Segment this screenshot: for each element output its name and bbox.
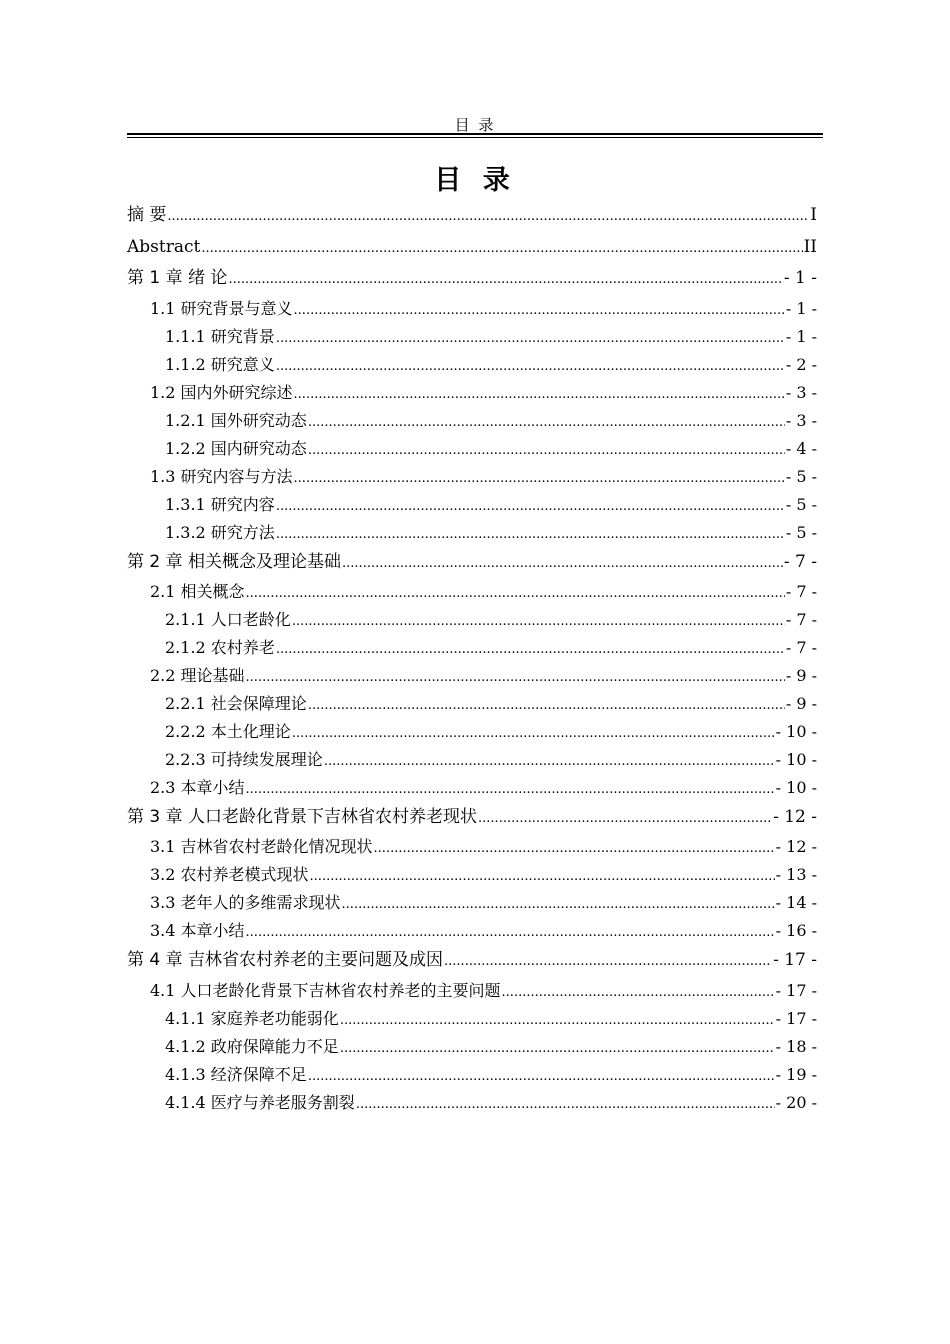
toc-dot-leader [308,444,785,457]
toc-entry[interactable] [127,696,817,712]
toc-entry[interactable] [127,839,817,855]
toc-entry-page: I [810,205,817,225]
toc-entry-label: 1.1.1 研究背景 [165,327,275,346]
toc-entry-page: - 16 - [775,921,817,940]
toc-entry[interactable] [127,357,817,373]
toc-entry[interactable] [127,329,817,345]
toc-entry-page: - 1 - [783,268,817,288]
toc-entry-page: - 7 - [785,582,817,601]
toc-dot-leader [356,1098,775,1111]
toc-entry-page: - 10 - [775,750,817,769]
toc-entry-page: - 1 - [785,299,817,318]
toc-dot-leader [310,870,775,883]
toc-entry[interactable] [127,867,817,883]
toc-dot-leader [342,898,775,911]
toc-dot-leader [276,332,785,345]
toc-dot-leader [167,210,809,223]
toc-entry-page: - 1 - [785,327,817,346]
toc-entry-label: 2.1 相关概念 [150,582,245,601]
toc-entry[interactable] [127,983,817,999]
toc-dot-leader [276,500,785,513]
toc-entry-label: 2.2.2 本土化理论 [165,722,291,741]
toc-entry-page: - 19 - [775,1065,817,1084]
toc-dot-leader [308,699,785,712]
toc-entry-label: Abstract [127,237,201,257]
toc-entry-label: 2.1.2 农村养老 [165,638,275,657]
toc-dot-leader [201,242,802,255]
toc-dot-leader [276,528,785,541]
toc-dot-leader [294,388,785,401]
toc-entry-page: - 17 - [775,981,817,1000]
toc-entry-label: 1.2 国内外研究综述 [150,383,293,402]
toc-entry-label: 摘 要 [127,205,167,225]
toc-entry-page: - 17 - [773,950,817,970]
toc-dot-leader [294,472,785,485]
toc-entry-page: - 7 - [783,552,817,572]
toc-dot-leader [502,986,775,999]
toc-entry[interactable] [127,584,817,600]
toc-entry-page: - 10 - [775,722,817,741]
toc-entry-page: - 14 - [775,893,817,912]
toc-entry[interactable] [127,1011,817,1027]
toc-entry-label: 4.1.3 经济保障不足 [165,1065,307,1084]
toc-entry-page: - 9 - [785,666,817,685]
toc-entry[interactable] [127,270,817,287]
toc-entry-label: 第 4 章 吉林省农村养老的主要问题及成因 [127,950,444,970]
toc-entry-label: 2.1.1 人口老龄化 [165,610,291,629]
toc-dot-leader [246,671,785,684]
toc-entry-label: 4.1.4 医疗与养老服务割裂 [165,1093,355,1112]
toc-dot-leader [228,273,782,286]
toc-entry-page: - 2 - [785,355,817,374]
running-header: 目 录 [454,116,496,134]
toc-entry[interactable] [127,724,817,740]
toc-entry[interactable] [127,525,817,541]
toc-dot-leader [246,587,785,600]
toc-entry-page: - 3 - [785,411,817,430]
toc-entry-label: 第 1 章 绪 论 [127,268,228,288]
toc-entry[interactable] [127,780,817,796]
toc-entry-label: 2.2.3 可持续发展理论 [165,750,323,769]
toc-entry-label: 1.3.1 研究内容 [165,495,275,514]
toc-entry[interactable] [127,752,817,768]
toc-entry[interactable] [127,952,817,969]
toc-entry[interactable] [127,413,817,429]
toc-entry-page: - 4 - [785,439,817,458]
toc-entry-page: - 12 - [775,837,817,856]
toc-entry[interactable] [127,809,817,826]
toc-dot-leader [478,812,772,825]
toc-dot-leader [246,926,775,939]
toc-entry-label: 3.4 本章小结 [150,921,245,940]
toc-entry-label: 1.3.2 研究方法 [165,523,275,542]
toc-entry-page: - 10 - [775,778,817,797]
toc-entry-label: 2.2 理论基础 [150,666,245,685]
toc-entry[interactable] [127,385,817,401]
toc-entry[interactable] [127,923,817,939]
toc-entry[interactable] [127,301,817,317]
toc-entry-page: - 13 - [775,865,817,884]
toc-entry[interactable] [127,469,817,485]
toc-dot-leader [276,360,785,373]
toc-entry-label: 1.1.2 研究意义 [165,355,275,374]
toc-dot-leader [276,643,785,656]
page-title: 目 录 [434,165,516,196]
toc-entry-page: - 12 - [773,807,817,827]
toc-entry-label: 第 3 章 人口老龄化背景下吉林省农村养老现状 [127,807,478,827]
toc-entry[interactable] [127,554,817,571]
toc-entry-page: - 18 - [775,1037,817,1056]
toc-dot-leader [324,755,775,768]
toc-dot-leader [292,615,785,628]
toc-dot-leader [340,1042,775,1055]
toc-entry[interactable] [127,441,817,457]
toc-entry[interactable] [127,895,817,911]
toc-entry-page: - 9 - [785,694,817,713]
toc-entry-page: - 5 - [785,467,817,486]
toc-entry[interactable] [127,612,817,628]
toc-entry-page: - 7 - [785,610,817,629]
toc-entry-label: 4.1 人口老龄化背景下吉林省农村养老的主要问题 [150,981,501,1000]
toc-entry-page: - 17 - [775,1009,817,1028]
toc-dot-leader [444,955,772,968]
toc-entry-label: 1.2.2 国内研究动态 [165,439,307,458]
toc-dot-leader [374,842,775,855]
toc-entry[interactable] [127,1095,817,1111]
toc-entry-page: II [803,237,817,257]
toc-entry-label: 3.3 老年人的多维需求现状 [150,893,341,912]
toc-entry-label: 1.2.1 国外研究动态 [165,411,307,430]
toc-entry-label: 第 2 章 相关概念及理论基础 [127,552,342,572]
toc-entry-label: 2.3 本章小结 [150,778,245,797]
toc-entry-page: - 5 - [785,495,817,514]
toc-dot-leader [246,783,775,796]
toc-entry[interactable] [127,1067,817,1083]
toc-dot-leader [308,416,785,429]
toc-entry[interactable] [127,497,817,513]
toc-entry-page: - 20 - [775,1093,817,1112]
table-of-contents [127,0,817,1344]
toc-entry[interactable] [127,207,817,224]
toc-entry[interactable] [127,668,817,684]
toc-entry-label: 4.1.2 政府保障能力不足 [165,1037,339,1056]
toc-entry-label: 1.3 研究内容与方法 [150,467,293,486]
toc-dot-leader [340,1014,775,1027]
toc-entry-label: 3.1 吉林省农村老龄化情况现状 [150,837,373,856]
toc-entry[interactable] [127,640,817,656]
toc-entry-page: - 5 - [785,523,817,542]
toc-dot-leader [308,1070,775,1083]
toc-entry-label: 3.2 农村养老模式现状 [150,865,309,884]
toc-entry-label: 2.2.1 社会保障理论 [165,694,307,713]
toc-entry[interactable] [127,239,817,256]
toc-entry[interactable] [127,1039,817,1055]
toc-dot-leader [292,727,775,740]
toc-entry-label: 4.1.1 家庭养老功能弱化 [165,1009,339,1028]
toc-dot-leader [342,557,783,570]
toc-entry-label: 1.1 研究背景与意义 [150,299,293,318]
toc-entry-page: - 3 - [785,383,817,402]
toc-dot-leader [294,304,785,317]
toc-entry-page: - 7 - [785,638,817,657]
